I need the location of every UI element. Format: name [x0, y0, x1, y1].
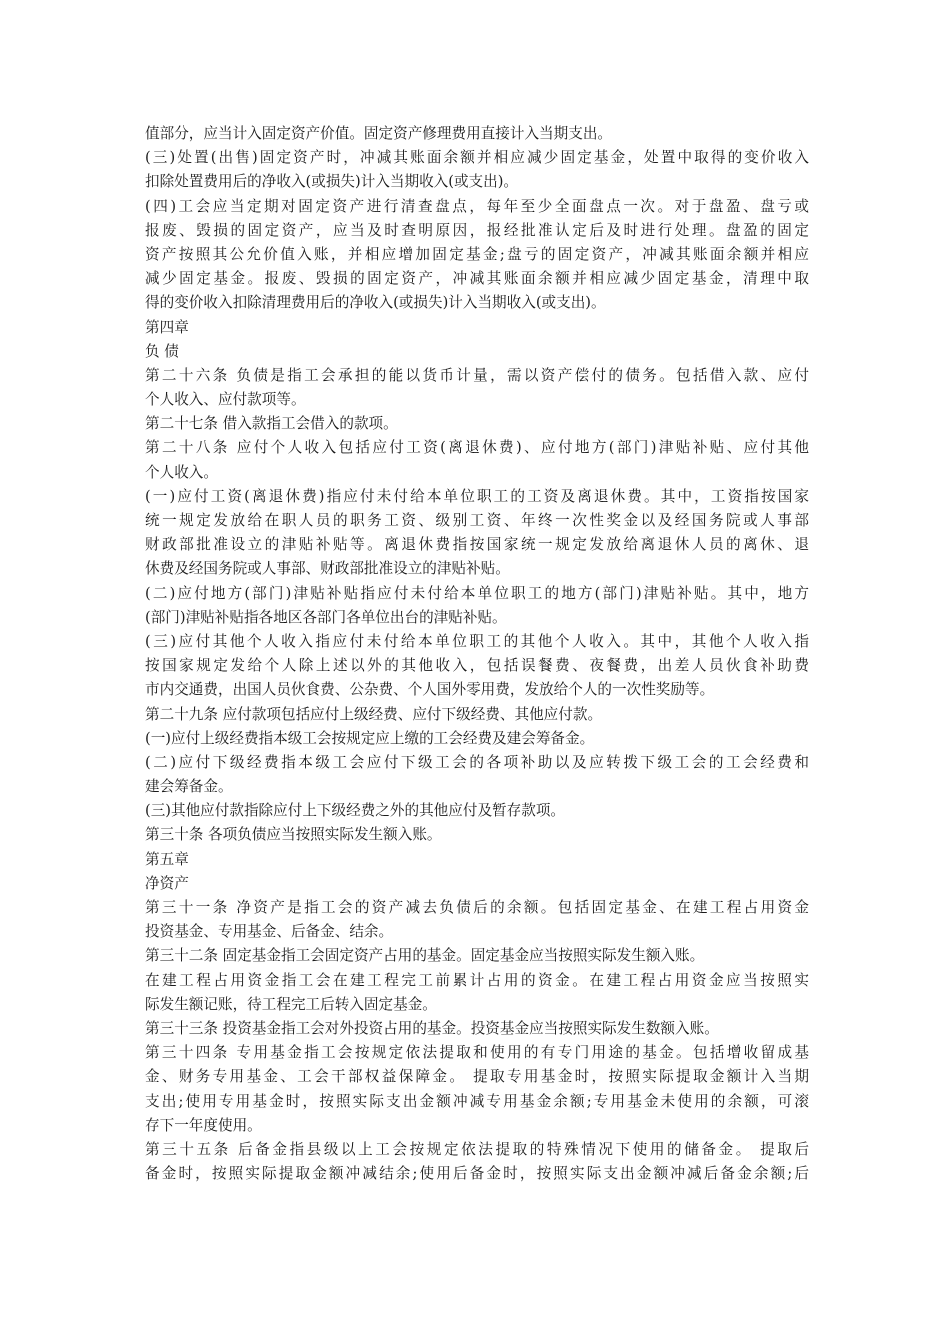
text-line: 报废、毁损的固定资产，应当及时查明原因，报经批准认定后及时进行处理。盘盈的固定	[145, 221, 809, 239]
text-line: 休费及经国务院或人事部、财政部批准设立的津贴补贴。	[145, 560, 510, 578]
text-line: 支出;使用专用基金时，按照实际支出金额冲减专用基金余额;专用基金未使用的余额，可滚	[145, 1092, 809, 1110]
text-line: 第三十二条 固定基金指工会固定资产占用的基金。固定基金应当按照实际发生额入账。	[145, 947, 705, 965]
text-line: 备金时，按照实际提取金额冲减结余;使用后备金时，按照实际支出金额冲减后备金余额;后	[145, 1165, 809, 1183]
text-line: 减少固定基金。报废、毁损的固定资产，冲减其账面余额并相应减少固定基金，清理中取	[145, 270, 809, 288]
text-line: 第四章	[145, 318, 189, 336]
text-line: 第三十五条 后备金指县级以上工会按规定依法提取的特殊情况下使用的储备金。 提取后	[145, 1140, 809, 1158]
text-line: (一)应付上级经费指本级工会按规定应上缴的工会经费及建会筹备金。	[145, 729, 595, 747]
text-line: 在建工程占用资金指工会在建工程完工前累计占用的资金。在建工程占用资金应当按照实	[145, 971, 809, 989]
text-line: 市内交通费，出国人员伙食费、公杂费、个人国外零用费，发放给个人的一次性奖励等。	[145, 681, 715, 699]
text-line: (二)应付下级经费指本级工会应付下级工会的各项补助以及应转拨下级工会的工会经费和	[145, 753, 809, 771]
text-line: 个人收入。	[145, 463, 218, 481]
text-line: 建会筹备金。	[145, 778, 233, 796]
text-line: 第五章	[145, 850, 189, 868]
text-line: (一)应付工资(离退休费)指应付未付给本单位职工的工资及离退休费。其中，工资指按国家	[145, 487, 809, 505]
text-line: (部门)津贴补贴指各地区各部门各单位出台的津贴补贴。	[145, 608, 507, 626]
text-line: 第二十七条 借入款指工会借入的款项。	[145, 415, 398, 433]
text-line: 按国家规定发给个人除上述以外的其他收入，包括误餐费、夜餐费，出差人员伙食补助费	[145, 657, 809, 675]
text-line: 第二十八条 应付个人收入包括应付工资(离退休费)、应付地方(部门)津贴补贴、应付其他	[145, 439, 809, 457]
text-line: 投资基金、专用基金、后备金、结余。	[145, 923, 394, 941]
text-line: 净资产	[145, 874, 189, 892]
text-line: 第三十条 各项负债应当按照实际发生额入账。	[145, 826, 442, 844]
text-line: (三)其他应付款指除应付上下级经费之外的其他应付及暂存款项。	[145, 802, 566, 820]
text-line: 金、财务专用基金、工会干部权益保障金。 提取专用基金时，按照实际提取金额计入当期	[145, 1068, 809, 1086]
text-line: 第二十九条 应付款项包括应付上级经费、应付下级经费、其他应付款。	[145, 705, 603, 723]
text-line: 值部分，应当计入固定资产价值。固定资产修理费用直接计入当期支出。	[145, 125, 613, 142]
text-line: (四)工会应当定期对固定资产进行清查盘点，每年至少全面盘点一次。对于盘盈、盘亏或	[145, 197, 809, 215]
text-line: 得的变价收入扣除清理费用后的净收入(或损失)计入当期收入(或支出)。	[145, 294, 606, 312]
text-line: 第二十六条 负债是指工会承担的能以货币计量，需以资产偿付的债务。包括借入款、应付	[145, 366, 809, 384]
text-line: (三)应付其他个人收入指应付未付给本单位职工的其他个人收入。其中，其他个人收入指	[145, 632, 809, 650]
text-line: (二)应付地方(部门)津贴补贴指应付未付给本单位职工的地方(部门)津贴补贴。其中，地方	[145, 584, 809, 602]
document-body	[145, 122, 809, 1186]
text-line: 第三十一条 净资产是指工会的资产减去负债后的余额。包括固定基金、在建工程占用资金	[145, 899, 809, 916]
text-line: 负 债	[145, 342, 179, 360]
text-line: 第三十三条 投资基金指工会对外投资占用的基金。投资基金应当按照实际发生数额入账。	[145, 1019, 719, 1037]
text-line: 个人收入、应付款项等。	[145, 391, 306, 409]
text-line: 第三十四条 专用基金指工会按规定依法提取和使用的有专门用途的基金。包括增收留成基	[145, 1044, 809, 1062]
text-line: 扣除处置费用后的净收入(或损失)计入当期收入(或支出)。	[145, 173, 519, 191]
text-line: (三)处置(出售)固定资产时，冲减其账面余额并相应减少固定基金，处置中取得的变价收入	[145, 149, 809, 167]
text-line: 存下一年度使用。	[145, 1116, 262, 1134]
text-line: 际发生额记账，待工程完工后转入固定基金。	[145, 995, 437, 1013]
text-line: 财政部批准设立的津贴补贴等。离退休费指按国家统一规定发放给离退休人员的离休、退	[145, 536, 809, 554]
text-line: 统一规定发放给在职人员的职务工资、级别工资、年终一次性奖金以及经国务院或人事部	[145, 512, 809, 529]
text-line: 资产按照其公允价值入账，并相应增加固定基金;盘亏的固定资产，冲减其账面余额并相应	[145, 245, 809, 263]
